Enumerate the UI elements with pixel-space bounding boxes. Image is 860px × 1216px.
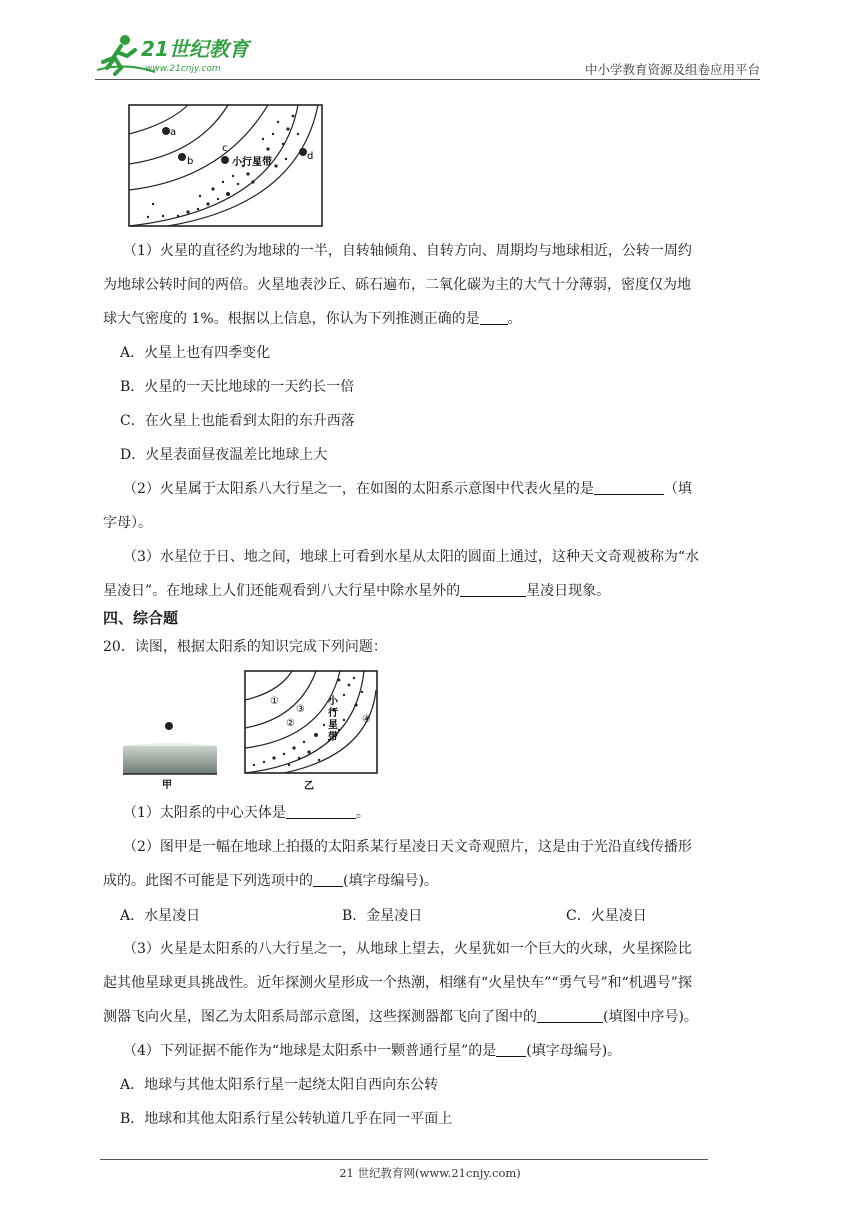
answer-blank[interactable] bbox=[537, 1008, 603, 1023]
header-divider bbox=[95, 79, 760, 80]
logo-icon bbox=[95, 32, 265, 76]
q20-option-c: C．火星凌日 bbox=[566, 908, 647, 924]
q19-part1-line1: （1）火星的直径约为地球的一半，自转轴倾角、自转方向、周期均与地球相近，公转一周约 bbox=[123, 243, 692, 259]
page-footer: 21 世纪教育网(www.21cnjy.com) bbox=[339, 1166, 521, 1180]
answer-blank[interactable] bbox=[496, 1042, 526, 1057]
section-heading: 四、综合题 bbox=[103, 609, 179, 627]
svg-text:星: 星 bbox=[328, 720, 338, 731]
page-header bbox=[95, 32, 760, 82]
q19-option-b: B．火星的一天比地球的一天约长一倍 bbox=[120, 379, 355, 395]
q20-part3-line2: 起其他星球更具挑战性。近年探测火星形成一个热潮，相继有“火星快车”“勇气号”和“机遇号”探 bbox=[103, 975, 692, 991]
svg-text:甲: 甲 bbox=[162, 780, 172, 790]
platform-name: 中小学教育资源及组卷应用平台 bbox=[584, 62, 760, 77]
q19-part2-line2: 字母）。 bbox=[103, 515, 152, 531]
svg-text:c: c bbox=[222, 143, 228, 154]
svg-text:①: ① bbox=[270, 696, 279, 707]
answer-blank[interactable] bbox=[313, 872, 343, 887]
q20-part3-line3: 测器飞向火星，图乙为太阳系局部示意图，这些探测器都飞向了图中的 (填图中序号)。 bbox=[103, 1009, 698, 1025]
q20-option-b: B．金星凌日 bbox=[342, 908, 423, 924]
q19-part3-line2: 星凌日”。在地球上人们还能观看到八大行星中除水星外的 星凌日现象。 bbox=[103, 583, 611, 599]
svg-text:21世纪教育: 21世纪教育 bbox=[141, 37, 249, 61]
svg-text:a: a bbox=[170, 127, 177, 138]
svg-text:b: b bbox=[187, 156, 194, 167]
q20-part3-line1: （3）火星是太阳系的八大行星之一，从地球上望去，火星犹如一个巨大的火球，火星探险比 bbox=[123, 941, 692, 957]
q20-option-a: A．水星凌日 bbox=[120, 908, 201, 924]
q20-part4-option-a: A．地球与其他太阳系行星一起绕太阳自西向东公转 bbox=[120, 1077, 439, 1093]
answer-blank[interactable] bbox=[480, 310, 508, 325]
svg-text:www.21cnjy.com: www.21cnjy.com bbox=[145, 64, 221, 74]
svg-text:d: d bbox=[307, 151, 314, 162]
answer-blank[interactable] bbox=[460, 582, 526, 597]
svg-text:乙: 乙 bbox=[304, 781, 314, 792]
q19-option-c: C．在火星上也能看到太阳的东升西落 bbox=[120, 413, 355, 429]
q19-option-a: A．火星上也有四季变化 bbox=[120, 345, 271, 361]
q20-part2-line2: 成的。此图不可能是下列选项中的 (填字母编号)。 bbox=[103, 873, 438, 889]
q20-intro: 20．读图，根据太阳系的知识完成下列问题： bbox=[103, 639, 387, 655]
svg-text:④: ④ bbox=[362, 714, 371, 725]
q19-option-d: D．火星表面昼夜温差比地球上大 bbox=[120, 447, 328, 463]
svg-text:小: 小 bbox=[328, 696, 338, 707]
svg-text:带: 带 bbox=[328, 732, 338, 743]
figure-jia-photo bbox=[122, 716, 218, 790]
answer-blank[interactable] bbox=[286, 804, 356, 819]
q20-part1: （1）太阳系的中心天体是 。 bbox=[123, 805, 370, 821]
q19-part1-line2: 为地球公转时间的两倍。火星地表沙丘、砾石遍布，二氧化碳为主的大气十分薄弱，密度仅为地 bbox=[103, 277, 691, 293]
q19-part1-line3: 球大气密度的 1%。根据以上信息，你认为下列推测正确的是 。 bbox=[103, 311, 522, 327]
q20-part4-option-b: B．地球和其他太阳系行星公转轨道几乎在同一平面上 bbox=[120, 1111, 453, 1127]
answer-blank[interactable] bbox=[594, 480, 664, 495]
svg-text:行: 行 bbox=[328, 708, 338, 719]
solar-system-diagram-1 bbox=[128, 104, 324, 228]
q20-part4: （4）下列证据不能作为“地球是太阳系中一颗普通行星”的是 (填字母编号)。 bbox=[123, 1043, 622, 1059]
figure-yi-diagram bbox=[244, 670, 380, 792]
svg-text:小行星带: 小行星带 bbox=[232, 157, 272, 168]
footer-divider bbox=[100, 1159, 708, 1160]
svg-text:③: ③ bbox=[296, 704, 305, 715]
q20-part2-line1: （2）图甲是一幅在地球上拍摄的太阳系某行星凌日天文奇观照片，这是由于光沿直线传播形 bbox=[123, 839, 692, 855]
q19-part3-line1: （3）水星位于日、地之间，地球上可看到水星从太阳的圆面上通过，这种天文奇观被称为“水 bbox=[123, 549, 700, 565]
svg-text:②: ② bbox=[286, 718, 295, 729]
q19-part2-line1: （2）火星属于太阳系八大行星之一，在如图的太阳系示意图中代表火星的是 （填 bbox=[123, 481, 692, 497]
